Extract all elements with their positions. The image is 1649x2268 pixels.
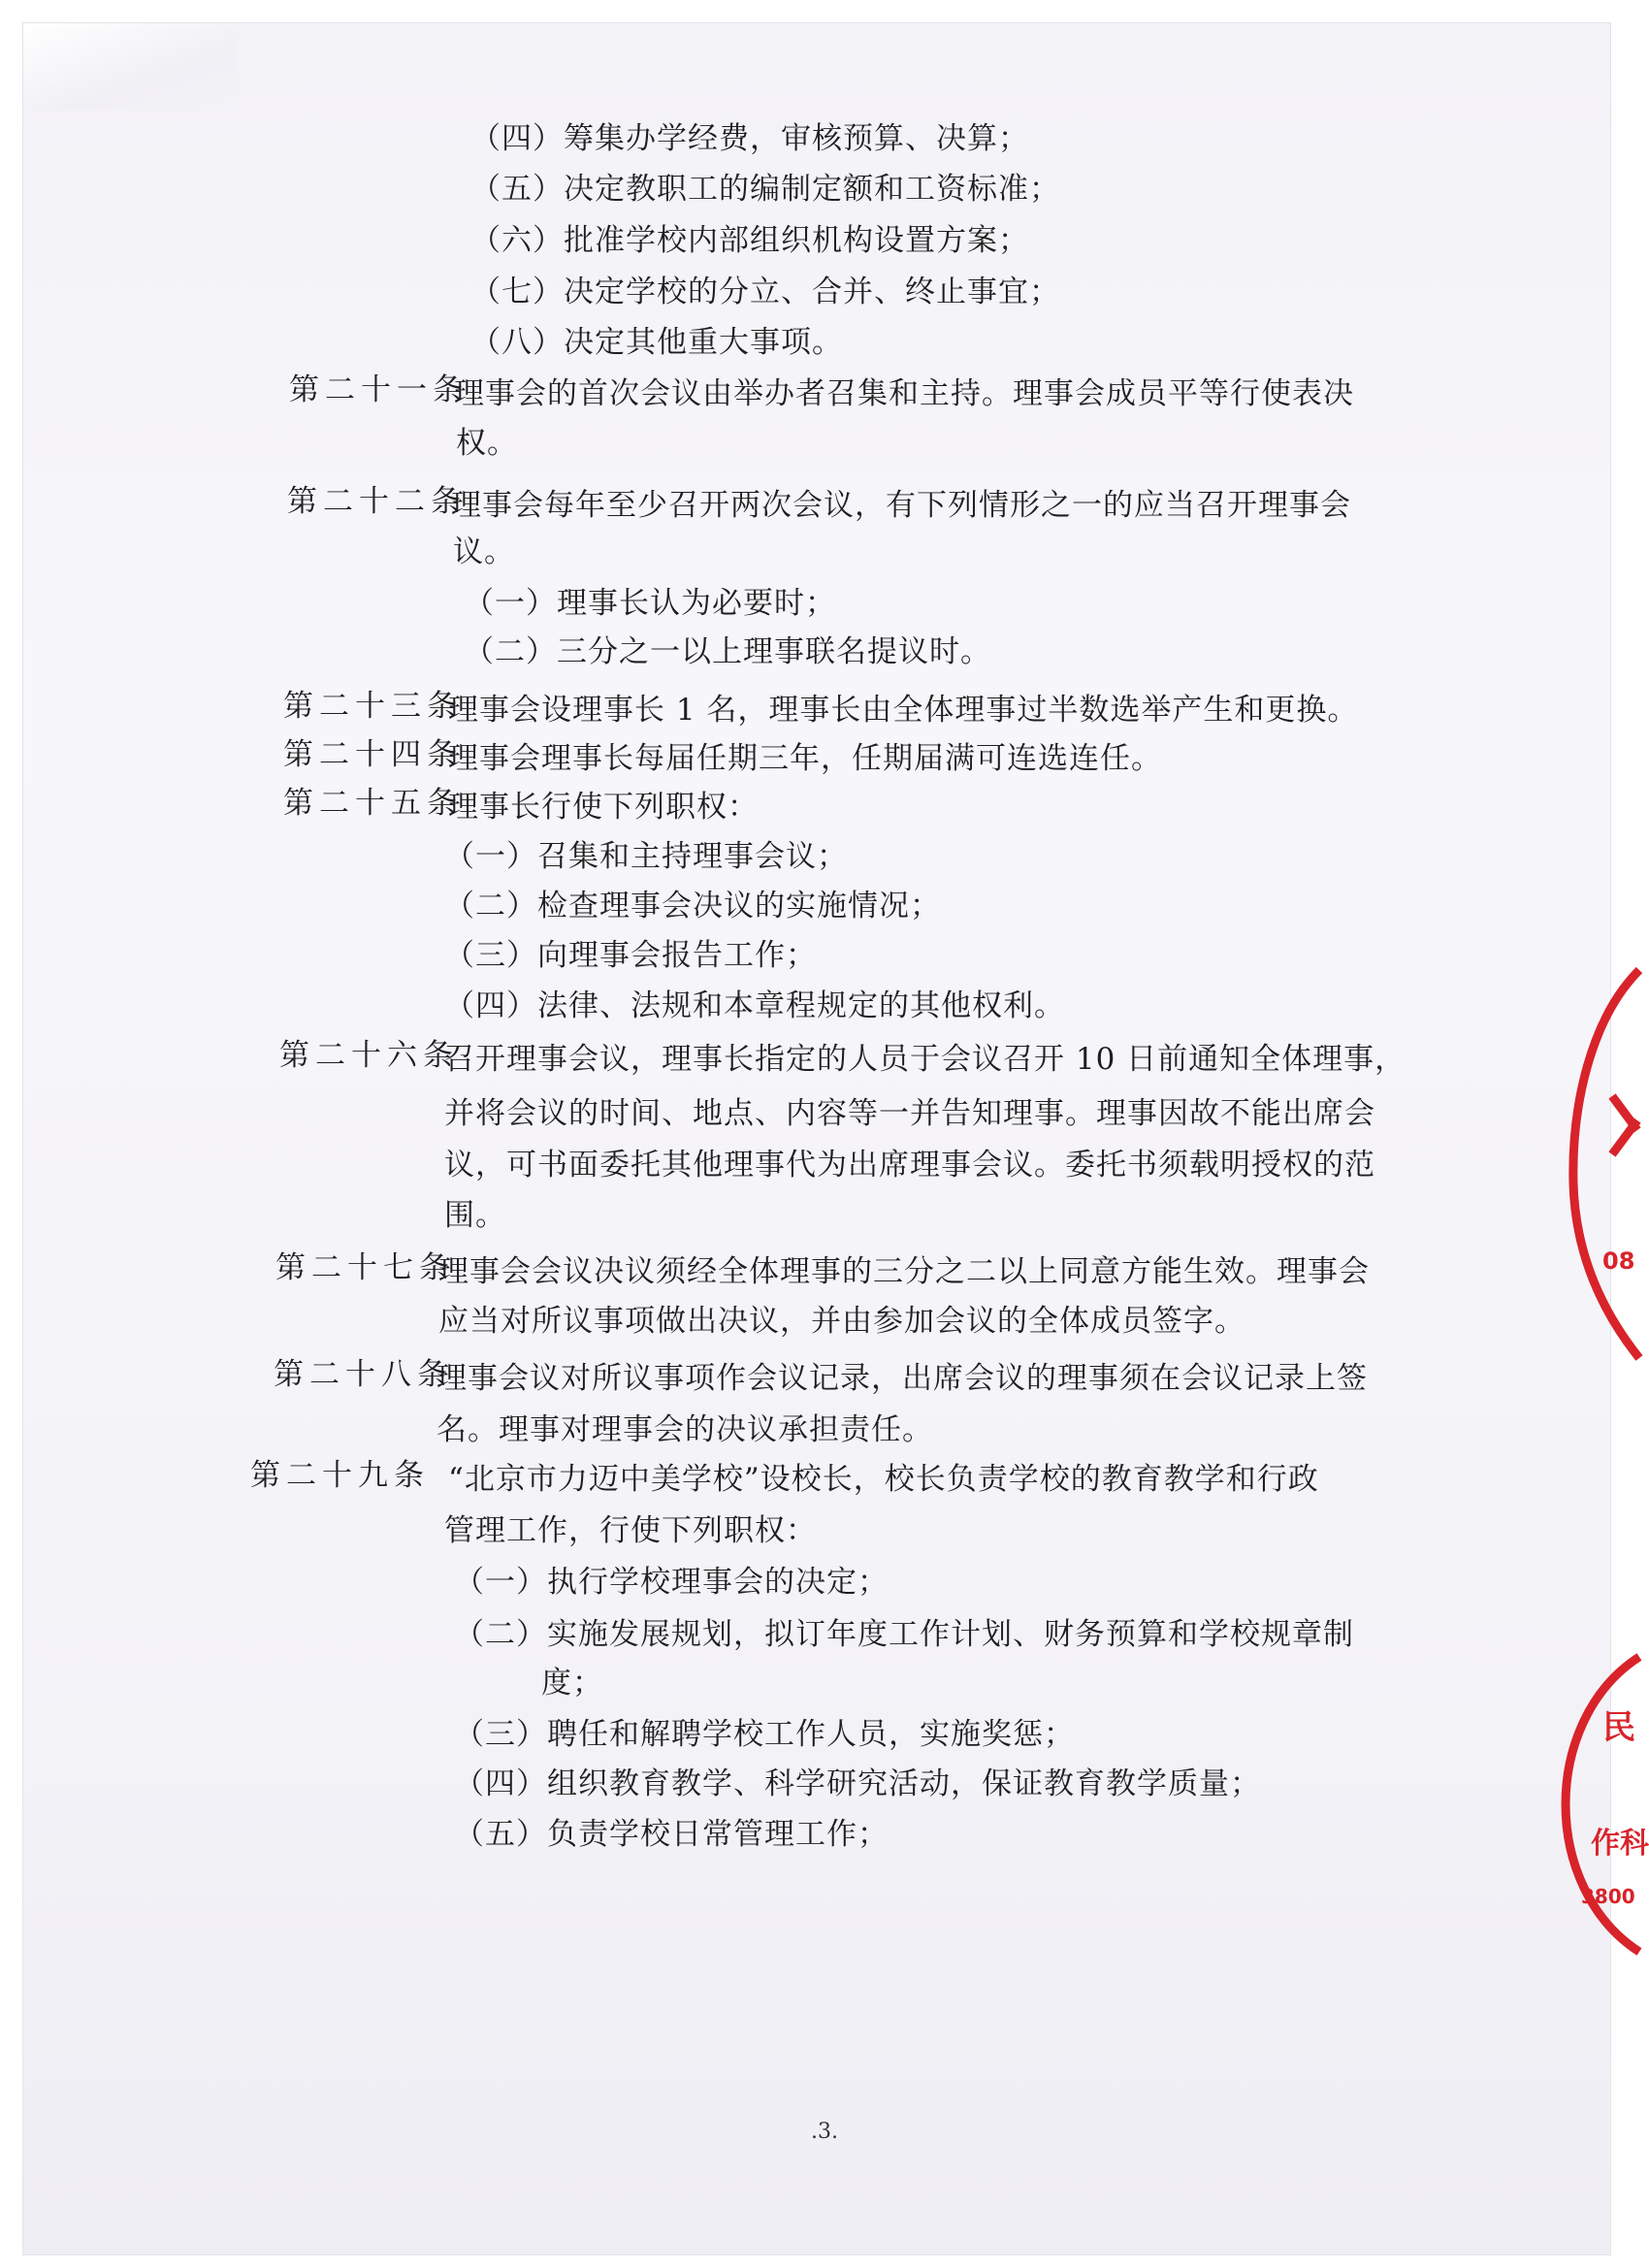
item-line: （七）决定学校的分立、合并、终止事宜； <box>470 275 1060 309</box>
item-line: （一）理事长认为必要时； <box>464 586 836 621</box>
article-text: 议，可书面委托其他理事代为出席理事会议。委托书须载明授权的范 <box>444 1148 1375 1183</box>
article-text: 理事会设理事长 1 名，理事长由全体理事过半数选举产生和更换。 <box>448 693 1359 728</box>
article-text: 理事会议对所议事项作会议记录，出席会议的理事须在会议记录上签 <box>436 1361 1368 1396</box>
item-line: （二）三分之一以上理事联名提议时。 <box>464 634 991 669</box>
item-line: （二）检查理事会决议的实施情况； <box>444 889 941 923</box>
item-line: 度； <box>541 1666 603 1701</box>
seal-text: 作科 <box>1591 1827 1649 1861</box>
article-number: 第二十五条 <box>283 786 463 821</box>
seal-star <box>1612 1096 1637 1154</box>
item-line: （四）组织教育教学、科学研究活动，保证教育教学质量； <box>454 1766 1261 1801</box>
item-line: （五）决定教职工的编制定额和工资标准； <box>470 172 1060 207</box>
article-text: 管理工作，行使下列职权： <box>444 1513 817 1548</box>
article-text: 理事会的首次会议由举办者召集和主持。理事会成员平等行使表决 <box>454 376 1354 411</box>
article-text: “北京市力迈中美学校”设校长，校长负责学校的教育教学和行政 <box>448 1462 1319 1497</box>
article-text: 议。 <box>453 535 515 569</box>
article-number: 第二十一条 <box>289 373 469 407</box>
article-number: 第二十八条 <box>274 1357 453 1392</box>
official-seal-lower <box>1552 1649 1649 1960</box>
article-text: 并将会议的时间、地点、内容等一并告知理事。理事因故不能出席会 <box>444 1096 1375 1131</box>
article-number: 第二十二条 <box>287 484 467 519</box>
seal-arc <box>1573 970 1639 1358</box>
article-text: 应当对所议事项做出决议，并由参加会议的全体成员签字。 <box>438 1304 1245 1339</box>
article-number: 第二十九条 <box>250 1458 430 1493</box>
item-line: （五）负责学校日常管理工作； <box>454 1817 889 1852</box>
article-text: 理事会会议决议须经全体理事的三分之二以上同意方能生效。理事会 <box>438 1254 1370 1289</box>
article-text: 围。 <box>444 1198 506 1233</box>
seal-text: 民 <box>1602 1708 1635 1747</box>
item-line: （一）召集和主持理事会议； <box>444 839 848 874</box>
item-line: （三）向理事会报告工作； <box>444 938 817 973</box>
item-line: （四）筹集办学经费，审核预算、决算； <box>470 121 1029 156</box>
page-fold-shadow <box>23 23 237 111</box>
item-line: （三）聘任和解聘学校工作人员，实施奖惩； <box>454 1717 1075 1752</box>
seal-text: 08 <box>1602 1247 1635 1275</box>
item-line: （一）执行学校理事会的决定； <box>454 1565 889 1600</box>
item-line: （八）决定其他重大事项。 <box>470 325 843 360</box>
article-number: 第二十六条 <box>279 1038 459 1073</box>
item-line: （四）法律、法规和本章程规定的其他权利。 <box>444 988 1065 1023</box>
item-line: （二）实施发展规划，拟订年度工作计划、财务预算和学校规章制 <box>454 1617 1354 1652</box>
article-text: 理事长行使下列职权： <box>448 790 759 825</box>
article-number: 第二十三条 <box>283 689 463 724</box>
article-text: 理事会每年至少召开两次会议，有下列情形之一的应当召开理事会 <box>451 488 1351 523</box>
page-number: .3. <box>811 2120 838 2144</box>
article-text: 召开理事会议，理事长指定的人员于会议召开 10 日前通知全体理事， <box>444 1042 1406 1077</box>
article-number: 第二十四条 <box>283 737 463 772</box>
seal-text: 3800 <box>1581 1885 1635 1908</box>
article-text: 理事会理事长每届任期三年，任期届满可连选连任。 <box>448 741 1162 776</box>
item-line: （六）批准学校内部组织机构设置方案； <box>470 223 1029 258</box>
official-seal-upper <box>1552 960 1639 1368</box>
article-number: 第二十七条 <box>275 1250 455 1285</box>
article-text: 名。理事对理事会的决议承担责任。 <box>436 1412 933 1447</box>
article-text: 权。 <box>456 426 518 461</box>
